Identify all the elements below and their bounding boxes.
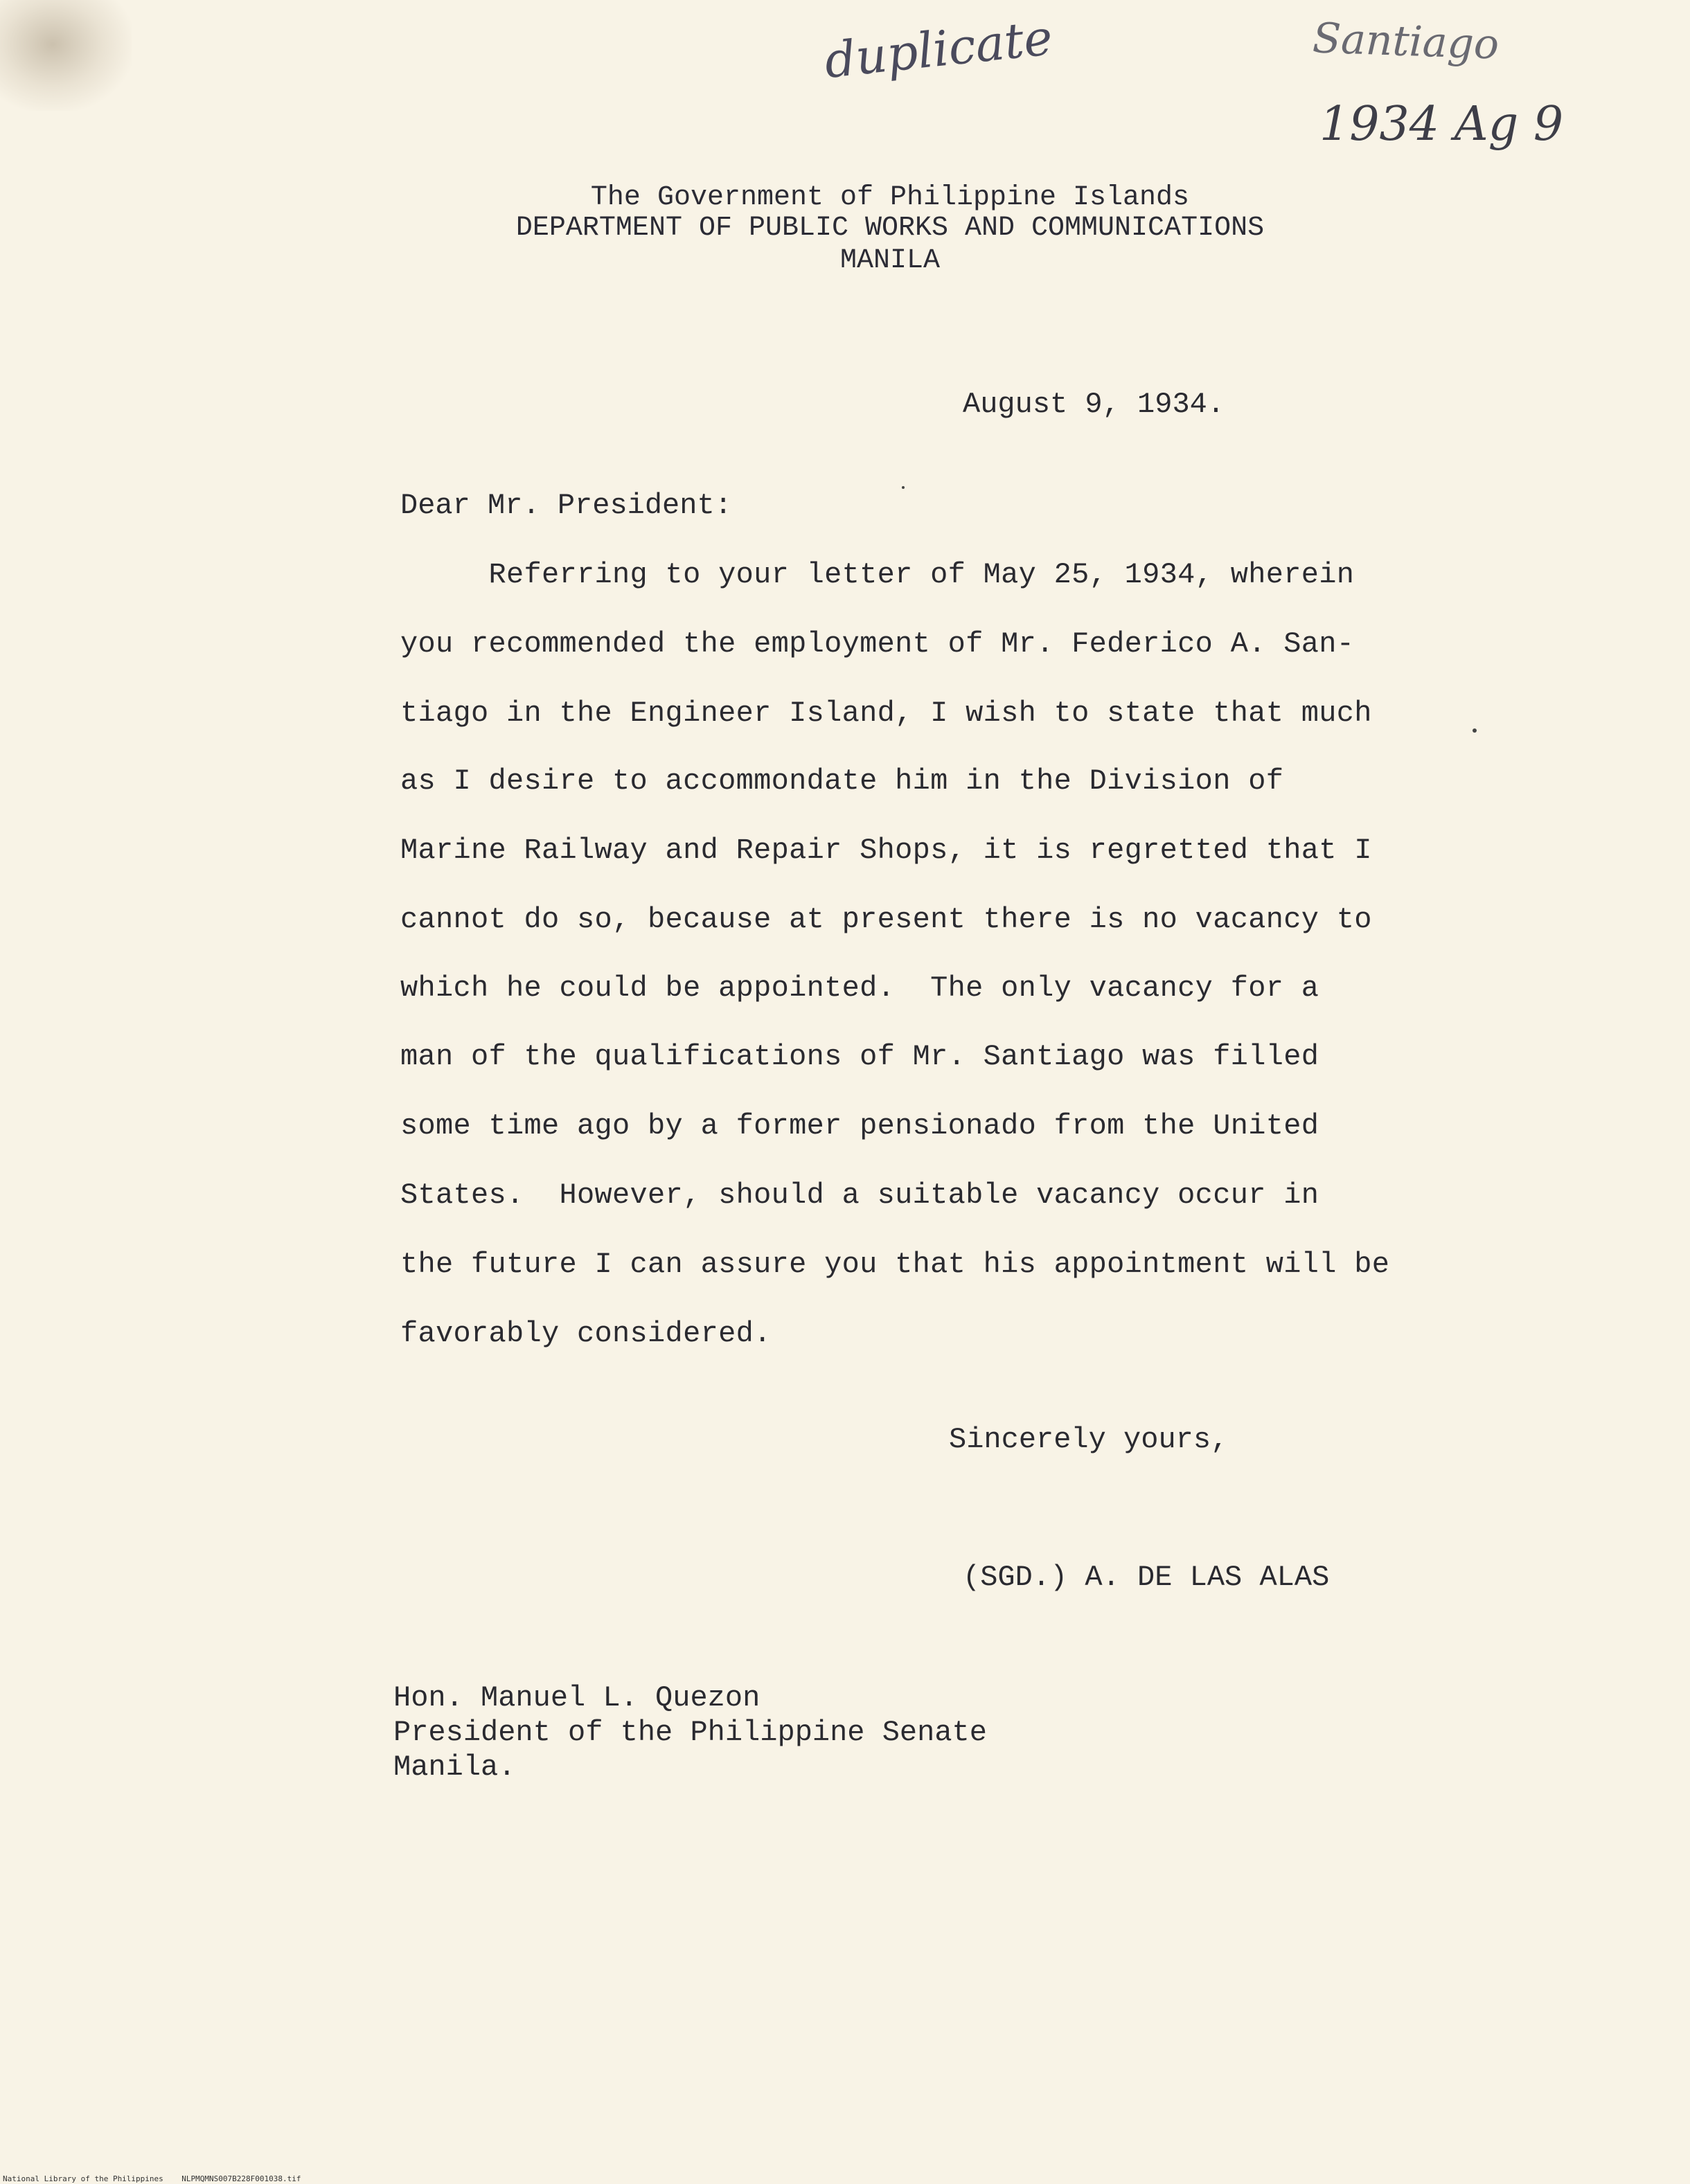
- footer-institution: National Library of the Philippines: [3, 2174, 163, 2183]
- addressee-city: Manila.: [393, 1751, 516, 1784]
- body-line: you recommended the employment of Mr. Federico A. San-: [400, 627, 1355, 661]
- letter-date: August 9, 1934.: [963, 388, 1225, 421]
- body-line: States. However, should a suitable vacancy occur in: [400, 1179, 1319, 1212]
- body-line: Marine Railway and Repair Shops, it is regretted that I: [400, 834, 1372, 867]
- salutation: Dear Mr. President:: [400, 489, 732, 522]
- body-line: some time ago by a former pensionado from the United: [400, 1109, 1319, 1143]
- letterhead-government: The Government of Philippine Islands: [590, 182, 1190, 213]
- body-line: Referring to your letter of May 25, 1934, wherein: [400, 558, 1355, 591]
- letterhead-department: DEPARTMENT OF PUBLIC WORKS AND COMMUNICATIONS: [515, 213, 1265, 244]
- handwritten-duplicate-note: duplicate: [821, 8, 1056, 90]
- body-line: favorably considered.: [400, 1317, 772, 1350]
- body-line: tiago in the Engineer Island, I wish to state that much: [400, 697, 1372, 730]
- body-line: man of the qualifications of Mr. Santiago was filled: [400, 1040, 1319, 1073]
- body-line: as I desire to accommondate him in the Division of: [400, 764, 1284, 798]
- footer-file-id: NLPMQMNS007B228F001038.tif: [181, 2174, 301, 2183]
- signature-line: (SGD.) A. DE LAS ALAS: [963, 1561, 1330, 1594]
- body-line: which he could be appointed. The only vacancy for a: [400, 972, 1319, 1005]
- addressee-name: Hon. Manuel L. Quezon: [393, 1681, 760, 1715]
- closing: Sincerely yours,: [949, 1423, 1229, 1456]
- body-line: the future I can assure you that his appointment will be: [400, 1248, 1390, 1281]
- scan-footer: [3, 2174, 301, 2183]
- letterhead-city: MANILA: [839, 245, 941, 276]
- handwritten-surname-note: Santiago: [1311, 14, 1500, 69]
- body-line: cannot do so, because at present there is no vacancy to: [400, 903, 1372, 936]
- ink-speck: [902, 486, 905, 489]
- handwritten-date-note: 1934 Ag 9: [1319, 97, 1564, 152]
- paper-stain: [0, 0, 132, 111]
- addressee-title: President of the Philippine Senate: [393, 1716, 987, 1749]
- ink-speck: [1473, 728, 1477, 733]
